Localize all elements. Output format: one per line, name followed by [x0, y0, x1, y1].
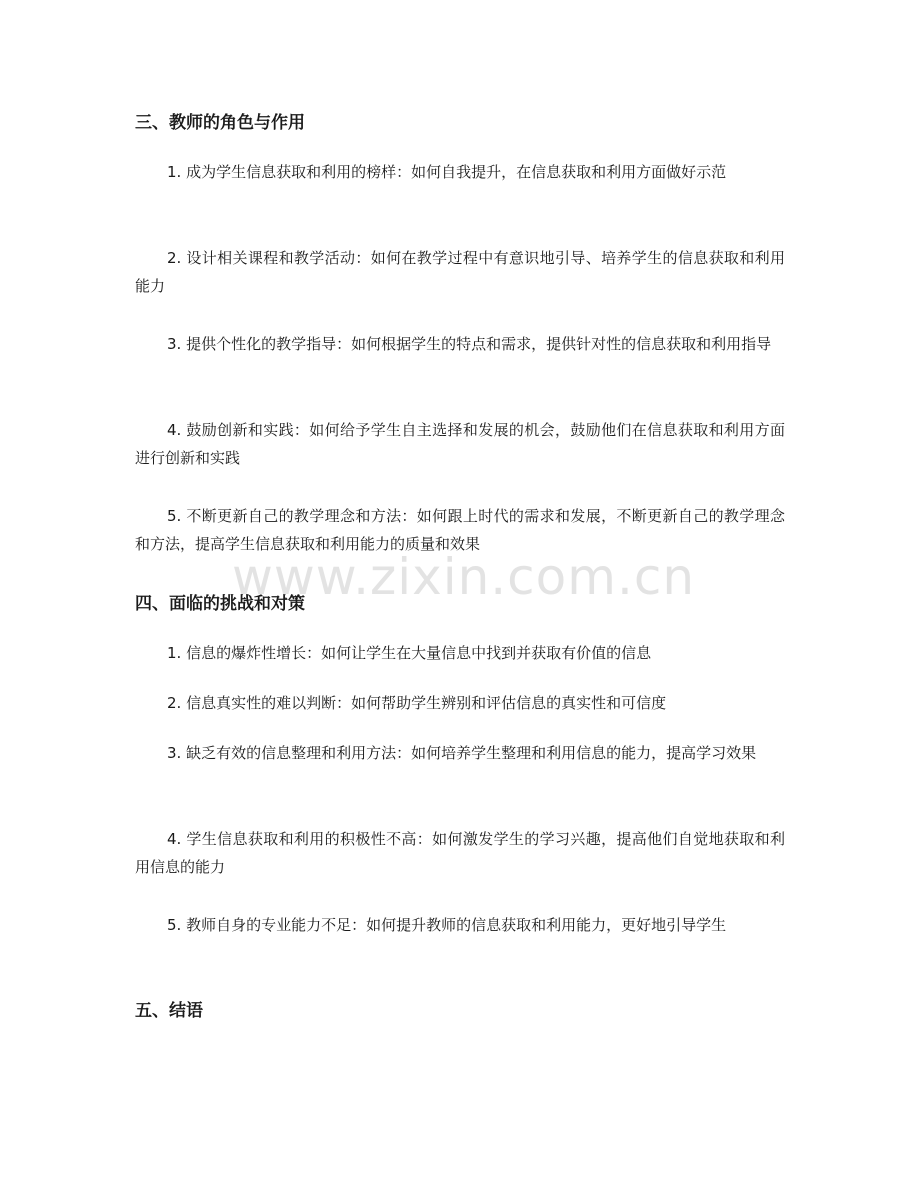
list-item: 4. 鼓励创新和实践：如何给予学生自主选择和发展的机会，鼓励他们在信息获取和利用方面进行创新和实践	[135, 421, 785, 467]
list-item: 4. 学生信息获取和利用的积极性不高：如何激发学生的学习兴趣，提高他们自觉地获取和利用信息的能力	[135, 830, 785, 876]
watermark: www.zixin.com.cn	[232, 548, 696, 606]
list-item: 2. 设计相关课程和教学活动：如何在教学过程中有意识地引导、培养学生的信息获取和利用能力	[135, 249, 785, 295]
list-item: 2. 信息真实性的难以判断：如何帮助学生辨别和评估信息的真实性和可信度	[167, 694, 667, 712]
list-item: 5. 教师自身的专业能力不足：如何提升教师的信息获取和利用能力，更好地引导学生	[167, 916, 727, 934]
list-item: 1. 信息的爆炸性增长：如何让学生在大量信息中找到并获取有价值的信息	[167, 644, 652, 662]
list-item: 3. 提供个性化的教学指导：如何根据学生的特点和需求，提供针对性的信息获取和利用指导	[167, 335, 772, 353]
section-heading-conclusion: 五、结语	[135, 1001, 203, 1021]
list-item: 3. 缺乏有效的信息整理和利用方法：如何培养学生整理和利用信息的能力，提高学习效果	[167, 744, 757, 762]
section-heading-roles: 三、教师的角色与作用	[135, 113, 305, 133]
section-heading-challenges: 四、面临的挑战和对策	[135, 594, 305, 614]
list-item: 1. 成为学生信息获取和利用的榜样：如何自我提升，在信息获取和利用方面做好示范	[167, 163, 727, 181]
list-item: 5. 不断更新自己的教学理念和方法：如何跟上时代的需求和发展，不断更新自己的教学理念和方法，提高学生信息获取和利用能力的质量和效果	[135, 507, 785, 553]
